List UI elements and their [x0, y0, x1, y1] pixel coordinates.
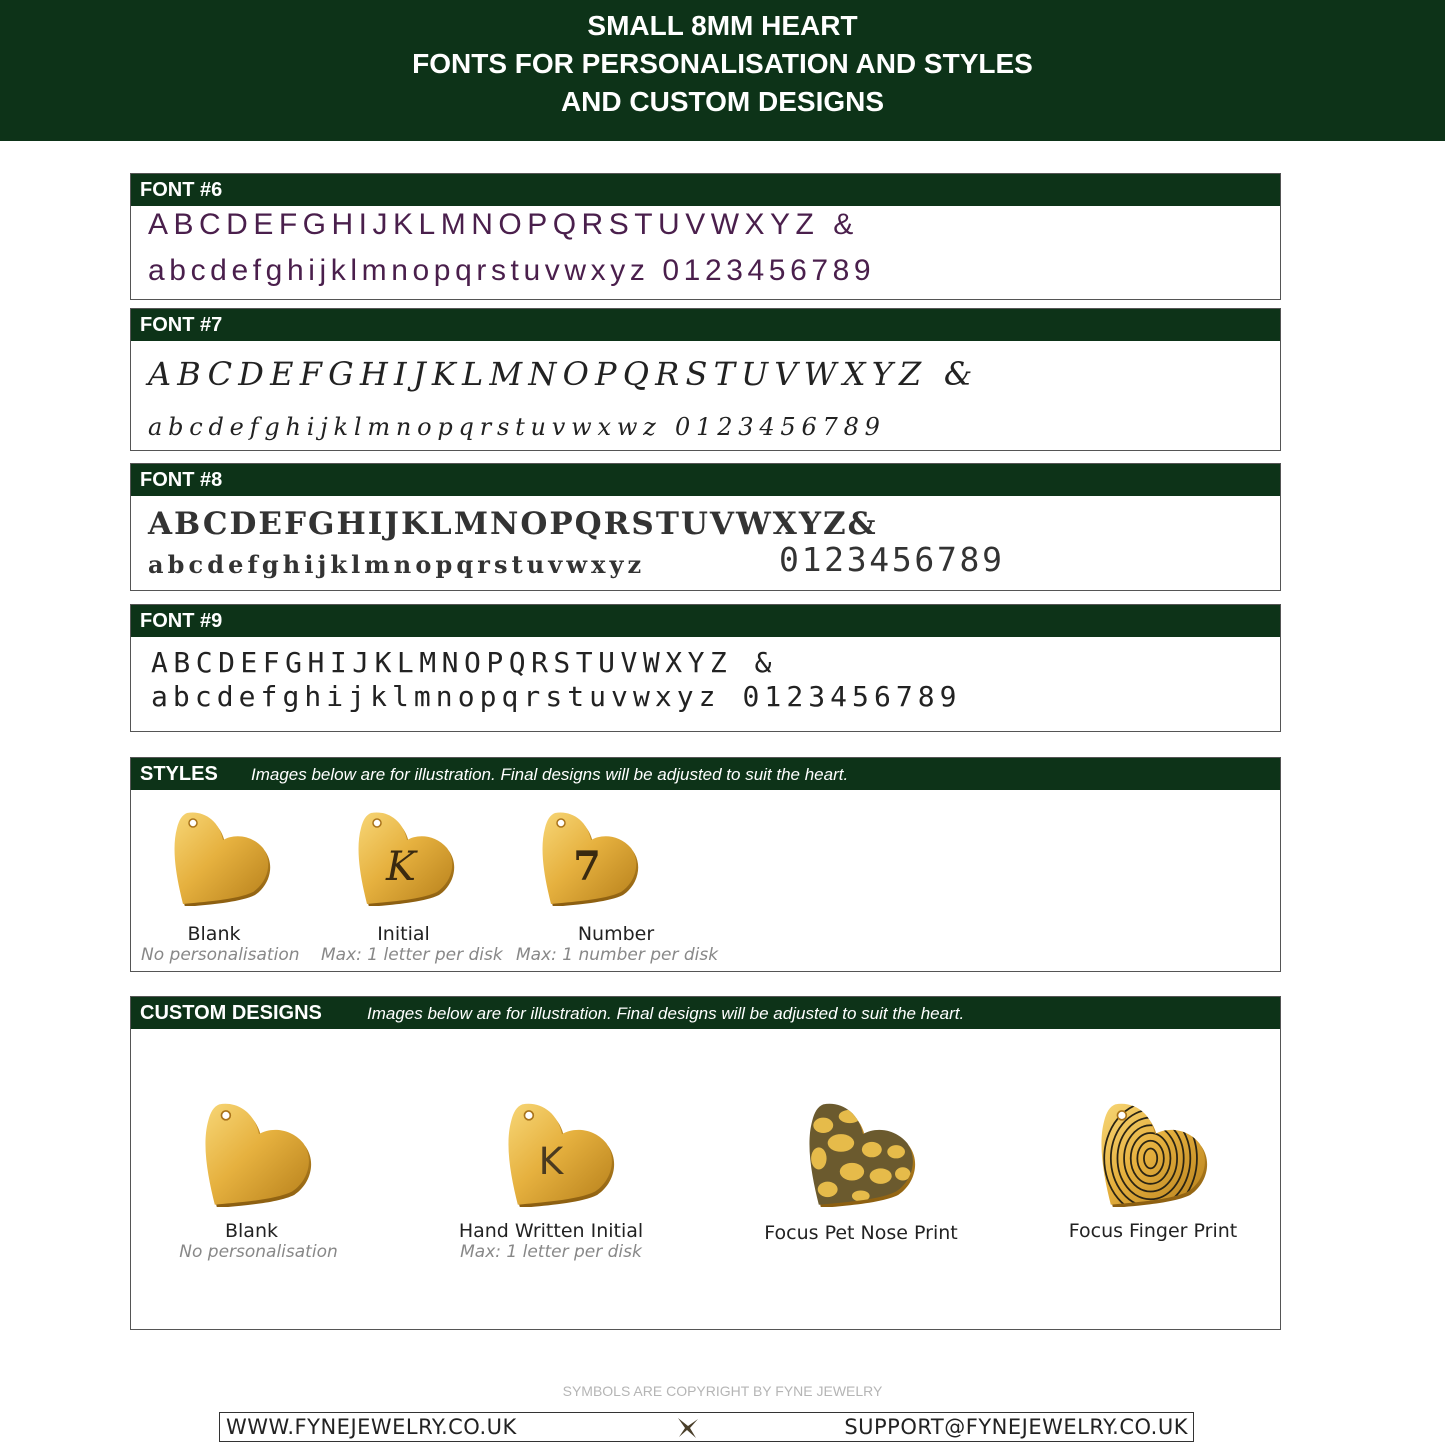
engraving-text: K	[538, 1138, 564, 1183]
heart-blank-image	[203, 1101, 315, 1207]
font-7-section	[130, 308, 1281, 451]
footer-bar	[219, 1412, 1194, 1442]
font-7-uppercase: ABCDEFGHIJKLMNOPQRSTUVWXYZ &	[148, 355, 979, 393]
font-9-section	[130, 604, 1281, 732]
design-label: Blank	[224, 1220, 278, 1242]
custom-designs-section	[130, 996, 1281, 1330]
section-note: Images below are for illustration. Final designs will be adjusted to suit the heart.	[251, 765, 849, 784]
font-6-section	[130, 173, 1281, 300]
heart-finger-print-image	[1099, 1101, 1211, 1207]
section-title: FONT #6	[140, 179, 223, 201]
heart-handwritten-image	[506, 1101, 618, 1207]
design-label: Hand Written Initial	[458, 1220, 644, 1242]
section-header	[131, 309, 1280, 341]
font-8-section	[130, 463, 1281, 591]
engraving-text: K	[386, 844, 416, 890]
font-6-uppercase: ABCDEFGHIJKLMNOPQRSTUVWXYZ &	[148, 208, 859, 241]
design-card-blank[interactable]	[171, 1220, 346, 1262]
section-header	[131, 174, 1280, 206]
star-logo-icon	[676, 1416, 700, 1440]
section-header	[131, 464, 1280, 496]
font-8-uppercase: ABCDEFGHIJKLMNOPQRSTUVWXYZ&	[148, 506, 878, 542]
header-subtitle: FONTS FOR PERSONALISATION AND STYLES	[412, 48, 1033, 79]
style-card-initial[interactable]	[321, 923, 503, 965]
design-card-pet-nose[interactable]	[751, 1222, 971, 1244]
font-6-lowercase: abcdefghijklmnopqrstuvwxyz 0123456789	[148, 254, 876, 287]
section-title: CUSTOM DESIGNS	[140, 1002, 322, 1024]
design-card-finger-print[interactable]	[1043, 1220, 1263, 1242]
page-header	[0, 0, 1445, 141]
engraving-text: 7	[573, 843, 601, 890]
style-label: Initial	[377, 923, 430, 945]
heart-blank-image	[173, 810, 273, 906]
heart-pet-nose-image	[807, 1101, 919, 1207]
design-card-handwritten[interactable]	[451, 1220, 651, 1262]
style-sub: Max: 1 letter per disk	[321, 945, 503, 965]
section-note: Images below are for illustration. Final designs will be adjusted to suit the heart.	[367, 1004, 965, 1023]
section-title: FONT #8	[140, 469, 223, 491]
support-email-link[interactable]: SUPPORT@FYNEJEWELRY.CO.UK	[844, 1415, 1188, 1439]
design-label: Focus Finger Print	[1068, 1220, 1238, 1242]
section-title: STYLES	[140, 763, 218, 785]
style-label: Blank	[187, 923, 241, 945]
header-title: SMALL 8MM HEART	[587, 10, 858, 41]
header-subtitle-2: AND CUSTOM DESIGNS	[560, 86, 885, 117]
font-9-uppercase: ABCDEFGHIJKLMNOPQRSTUVWXYZ &	[151, 646, 778, 679]
section-header	[131, 605, 1280, 637]
style-label: Number	[577, 923, 655, 945]
section-header	[131, 997, 1280, 1029]
style-sub: No personalisation	[141, 945, 300, 965]
style-card-number[interactable]	[516, 923, 719, 965]
website-link[interactable]: WWW.FYNEJEWELRY.CO.UK	[226, 1415, 517, 1439]
font-9-lowercase: abcdefghijklmnopqrstuvwxyz 0123456789	[151, 680, 962, 713]
font-8-lowercase: abcdefghijklmnopqrstuvwxyz	[148, 550, 646, 579]
font-8-digits: 0123456789	[779, 540, 1005, 579]
design-sub: Max: 1 letter per disk	[460, 1242, 642, 1262]
style-card-blank[interactable]	[141, 923, 300, 965]
copyright-notice: SYMBOLS ARE COPYRIGHT BY FYNE JEWELRY	[562, 1383, 883, 1399]
font-7-lowercase: abcdefghijklmnopqrstuvwxwz 0123456789	[148, 413, 886, 441]
style-sub: Max: 1 number per disk	[516, 945, 719, 965]
design-label: Focus Pet Nose Print	[764, 1222, 958, 1244]
section-title: FONT #9	[140, 610, 223, 632]
design-sub: No personalisation	[179, 1242, 338, 1262]
styles-section	[130, 757, 1281, 972]
section-title: FONT #7	[140, 314, 223, 336]
heart-initial-image	[357, 810, 457, 906]
section-header	[131, 758, 1280, 790]
heart-number-image	[541, 810, 641, 906]
